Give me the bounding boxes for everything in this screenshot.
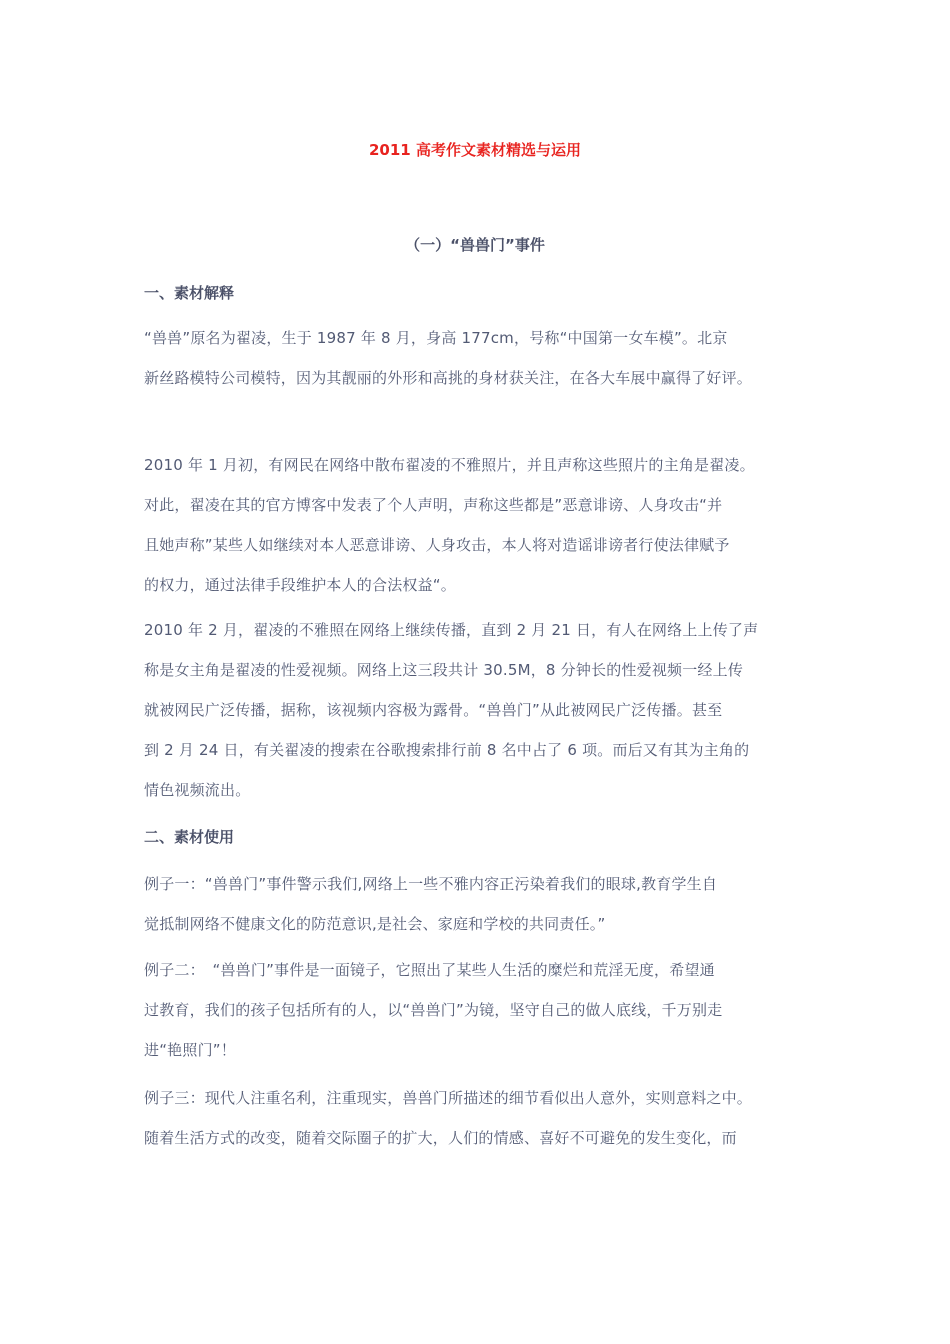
text-line: 情色视频流出。 xyxy=(144,781,251,799)
text-line: 新丝路模特公司模特，因为其靓丽的外形和高挑的身材获关注，在各大车展中赢得了好评。 xyxy=(144,369,753,387)
paragraph-january-event xyxy=(144,445,814,605)
text-line: 到 2 月 24 日，有关翟凌的搜索在谷歌搜索排行前 8 名中占了 6 项。而后又有其为主角的 xyxy=(144,741,750,759)
text-line: 就被网民广泛传播，据称，该视频内容极为露骨。“兽兽门”从此被网民广泛传播。甚至 xyxy=(144,701,723,719)
text-line: 例子一：“兽兽门”事件警示我们,网络上一些不雅内容正污染着我们的眼球,教育学生自 xyxy=(144,875,718,893)
text-line: 的权力，通过法律手段维护本人的合法权益“。 xyxy=(144,576,456,594)
document-title: 2011 高考作文素材精选与运用 xyxy=(369,141,581,159)
paragraph-example-two xyxy=(144,950,814,1070)
text-line: 且她声称”某些人如继续对本人恶意诽谤、人身攻击，本人将对造谣诽谤者行使法律赋予 xyxy=(144,536,730,554)
text-line: 称是女主角是翟凌的性爱视频。网络上这三段共计 30.5M，8 分钟长的性爱视频一经上传 xyxy=(144,661,744,679)
text-line: 2010 年 2 月，翟凌的不雅照在网络上继续传播，直到 2 月 21 日，有人在网络上上传了声 xyxy=(144,621,759,639)
text-line: 觉抵制网络不健康文化的防范意识,是社会、家庭和学校的共同责任。” xyxy=(144,915,606,933)
paragraph-intro xyxy=(144,318,814,398)
article-subtitle: （一）“兽兽门”事件 xyxy=(405,236,545,254)
text-line: 对此，翟凌在其的官方博客中发表了个人声明，声称这些都是”恶意诽谤、人身攻击“并 xyxy=(144,496,723,514)
text-line: 例子二： “兽兽门”事件是一面镜子，它照出了某些人生活的糜烂和荒淫无度，希望通 xyxy=(144,961,715,979)
text-line: 例子三：现代人注重名利，注重现实，兽兽门所描述的细节看似出人意外，实则意料之中。 xyxy=(144,1089,753,1107)
paragraph-february-event xyxy=(144,610,814,810)
text-line: 进“艳照门”！ xyxy=(144,1041,236,1059)
section-heading-material-usage: 二、素材使用 xyxy=(144,828,235,846)
text-line: “兽兽”原名为翟凌，生于 1987 年 8 月，身高 177cm，号称“中国第一女车模”。北京 xyxy=(144,329,728,347)
paragraph-example-one xyxy=(144,864,814,944)
section-heading-material-explanation: 一、素材解释 xyxy=(144,284,235,302)
text-line: 随着生活方式的改变，随着交际圈子的扩大，人们的情感、喜好不可避免的发生变化，而 xyxy=(144,1129,737,1147)
paragraph-example-three xyxy=(144,1078,814,1158)
text-line: 过教育，我们的孩子包括所有的人，以“兽兽门”为镜，坚守自己的做人底线，千万别走 xyxy=(144,1001,723,1019)
text-line: 2010 年 1 月初，有网民在网络中散布翟凌的不雅照片，并且声称这些照片的主角是翟凌。 xyxy=(144,456,755,474)
